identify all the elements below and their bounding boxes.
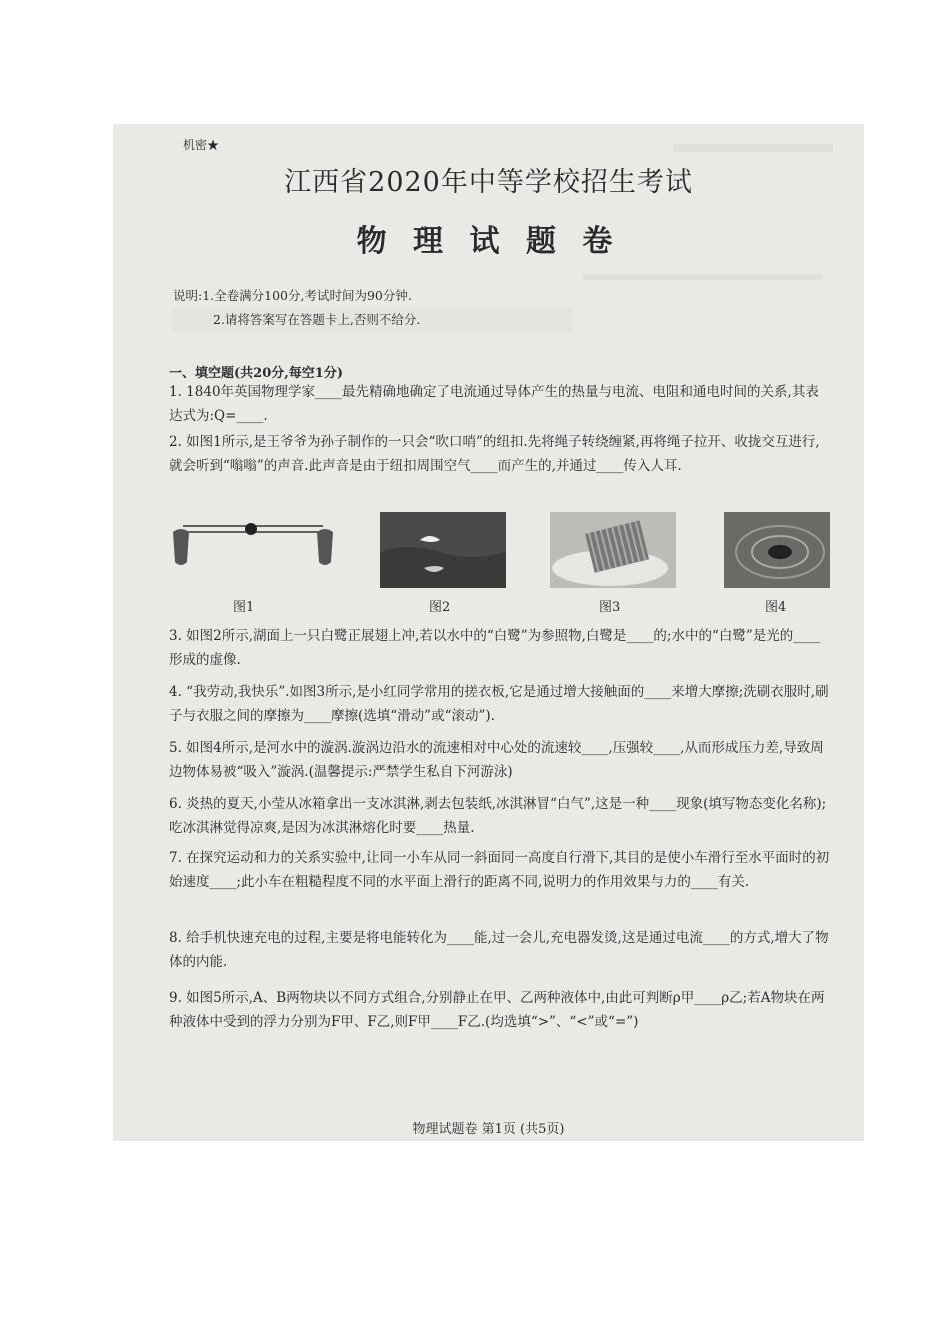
question-5-text: 5. 如图4所示,是河水中的漩涡.漩涡边沿水的流速相对中心处的流速较____,压强较____,从而形成压力差,导致周边物体易被“吸入”漩涡.(温馨提示:严禁学生私自下河游泳): [169, 740, 824, 780]
note-2: 2.请将答案写在答题卡上,否则不给分.: [213, 312, 421, 327]
exam-page: [113, 124, 864, 1141]
exam-subtitle: 物 理 试 题 卷: [356, 224, 621, 259]
question-6: [169, 792, 831, 840]
question-9-text: 9. 如图5所示,A、B两物块以不同方式组合,分别静止在甲、乙两种液体中,由此可判断ρ甲____ρ乙;若A物块在两种液体中受到的浮力分别为F甲、F乙,则F甲____F乙.(均选填“>”、“<”或“=”): [169, 990, 825, 1030]
question-6-text: 6. 炎热的夏天,小莹从冰箱拿出一支冰淇淋,剥去包装纸,冰淇淋冒“白气”,这是一种____现象(填写物态变化名称);吃冰淇淋觉得凉爽,是因为冰淇淋熔化时要____热量.: [169, 796, 827, 836]
question-4-text: 4. “我劳动,我快乐”.如图3所示,是小红同学常用的搓衣板,它是通过增大接触面的____来增大摩擦;洗刷衣服时,刷子与衣服之间的摩擦为____摩擦(选填“滑动”或“滚动”).: [169, 684, 829, 724]
question-1: [169, 380, 831, 428]
question-3-text: 3. 如图2所示,湖面上一只白鹭正展翅上冲,若以水中的“白鹭”为参照物,白鹭是____的;水中的“白鹭”是光的____形成的虚像.: [169, 628, 821, 668]
question-7-text: 7. 在探究运动和力的关系实验中,让同一小车从同一斜面同一高度自行滑下,其目的是使小车滑行至水平面时的初始速度____;此小车在粗糙程度不同的水平面上滑行的距离不同,说明力的作用效果与力的____有关.: [169, 850, 830, 890]
section-heading: 一、填空题(共20分,每空1分): [169, 366, 343, 381]
note-1: 说明:1.全卷满分100分,考试时间为90分钟.: [173, 288, 412, 303]
bleed-through-mark: [673, 144, 833, 152]
question-2: [169, 430, 831, 478]
figure-3-washboard-photo: [550, 512, 676, 588]
question-9: [169, 986, 831, 1034]
figure-4-caption: 图4: [765, 600, 787, 615]
figure-4-whirlpool-photo: [724, 512, 830, 588]
question-2-text: 2. 如图1所示,是王爷爷为孙子制作的一只会“吹口哨”的纽扣.先将绳子转绕缠紧,再将绳子拉开、收拢交互进行,就会听到“嗡嗡”的声音.此声音是由于纽扣周围空气____而产生的,并通过____传入人耳.: [169, 434, 820, 474]
question-8-text: 8. 给手机快速充电的过程,主要是将电能转化为____能,过一会儿,充电器发烫,这是通过电流____的方式,增大了物体的内能.: [169, 930, 829, 970]
bleed-through-mark: [583, 274, 823, 280]
page-footer: 物理试题卷 第1页 (共5页): [412, 1122, 565, 1137]
question-4: [169, 680, 831, 728]
figure-2-egret-photo: [380, 512, 506, 588]
question-1-text: 1. 1840年英国物理学家____最先精确地确定了电流通过导体产生的热量与电流、电阻和通电时间的关系,其表达式为:Q=____.: [169, 384, 819, 424]
question-8: [169, 926, 831, 974]
exam-title: 江西省2020年中等学校招生考试: [284, 167, 693, 198]
secret-label: 机密★: [183, 138, 220, 152]
question-5: [169, 736, 831, 784]
figure-2-caption: 图2: [429, 600, 451, 615]
figure-1-caption: 图1: [233, 600, 255, 615]
figure-3-caption: 图3: [599, 600, 621, 615]
figure-1-button-whistle: [163, 512, 343, 584]
question-3: [169, 624, 831, 672]
question-7: [169, 846, 831, 894]
